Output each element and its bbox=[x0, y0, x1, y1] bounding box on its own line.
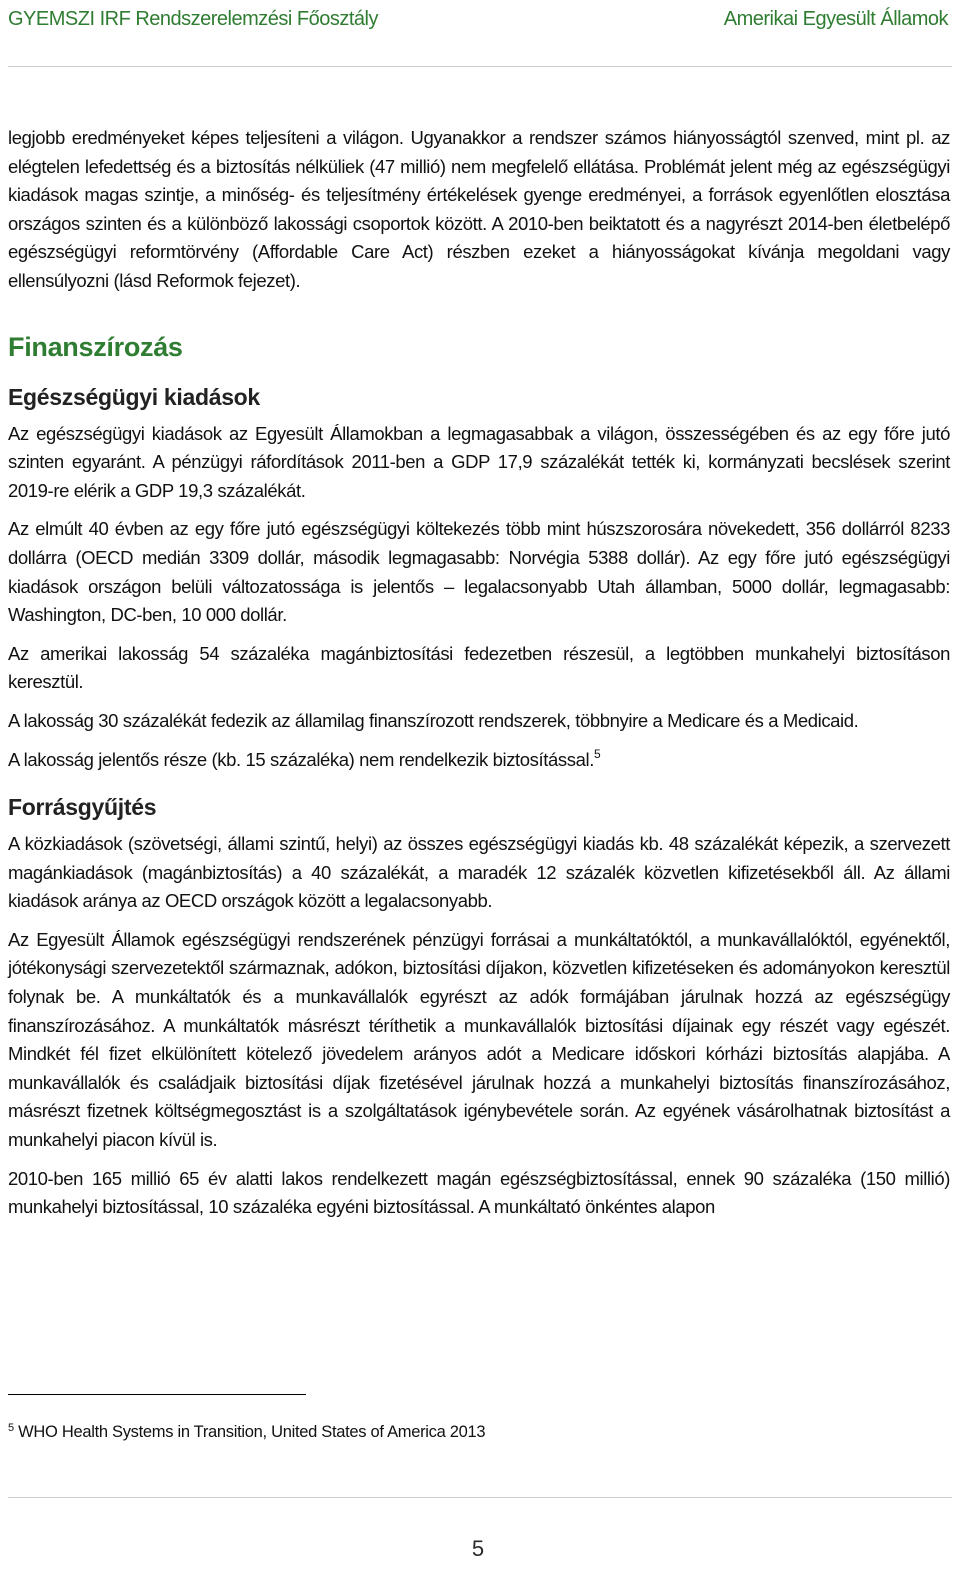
footnote bbox=[8, 1420, 485, 1444]
footnote-reference[interactable]: 5 bbox=[593, 746, 601, 761]
document-body bbox=[8, 124, 950, 1232]
subsection-title-resources: Forrásgyűjtés bbox=[8, 794, 157, 821]
uninsured-paragraph bbox=[8, 746, 950, 775]
footnote-divider bbox=[8, 1394, 306, 1395]
footer-divider bbox=[8, 1497, 952, 1498]
resources-paragraph: 2010-ben 165 millió 65 év alatti lakos rendelkezett magán egészségbiztosítással, ennek 90 százaléka (150 millió) munkahelyi biztosítással, 10 százaléka egyéni biztosítással. A munkáltató önkéntes alapon bbox=[8, 1167, 950, 1218]
spending-paragraph: A lakosság 30 százalékát fedezik az államilag finanszírozott rendszerek, többnyire a Medicare és a Medicaid. bbox=[8, 709, 859, 731]
header-department: GYEMSZI IRF Rendszerelemzési Főosztály bbox=[8, 7, 378, 30]
intro-paragraph: legjobb eredményeket képes teljesíteni a világon. Ugyanakkor a rendszer számos hiányosságtól szenved, mint pl. az elégtelen lefedettség és a biztosítás nélküliek (47 millió) nem megfelelő ellátása. Problémát jelent még az egészségügyi kiadások magas szintje, a minőség- és teljesítmény értékelések gyenge eredményei, a források egyenlőtlen elosztása országos szinten és a különböző lakossági csoportok között. A 2010-ben beiktatott és a nagyrészt 2014-ben életbelépő egészségügyi reformtörvény (Affordable Care Act) részben ezeket a hiányosságokat kívánja megoldani vagy ellensúlyozni (lásd Reformok fejezet). bbox=[8, 127, 950, 291]
footnote-text: WHO Health Systems in Transition, United States of America 2013 bbox=[18, 1423, 486, 1441]
spending-paragraph: Az elmúlt 40 évben az egy főre jutó egészségügyi költekezés több mint húszszorosára növekedett, 356 dollárról 8233 dollárra (OECD medián 3309 dollár, második legmagasabb: Norvégia 5388 dollár). Az egy főre jutó egészségügyi kiadások országon belüli változatossága is jelentős – legalacsonyabb Utah államban, 5000 dollár, legmagasabb: Washington, DC-ben, 10 000 dollár. bbox=[8, 518, 950, 626]
section-title-financing: Finanszírozás bbox=[8, 331, 183, 362]
page-number bbox=[0, 1536, 960, 1562]
header-country: Amerikai Egyesült Államok bbox=[723, 7, 948, 30]
uninsured-text: A lakosság jelentős része (kb. 15 százaléka) nem rendelkezik biztosítással. bbox=[8, 748, 594, 770]
subsection-title-spending: Egészségügyi kiadások bbox=[8, 383, 260, 410]
page-number-value: 5 bbox=[471, 1536, 485, 1561]
spending-paragraph: Az amerikai lakosság 54 százaléka magánbiztosítási fedezetben részesül, a legtöbben munkahelyi biztosításon keresztül. bbox=[8, 642, 950, 693]
resources-paragraph: Az Egyesült Államok egészségügyi rendszerének pénzügyi forrásai a munkáltatóktól, a munkavállalóktól, egyénektől, jótékonysági szervezetektől származnak, adókon, biztosítási díjakon, közvetlen kifizetéseken és adományokon keresztül folynak be. A munkáltatók és a munkavállalók egyrészt az adók formájában járulnak hozzá az egészségügy finanszírozásához. A munkáltatók másrészt téríthetik a munkavállalók biztosítási díjainak egy részét vagy egészét. Mindkét fél fizet elkülönített kötelező jövedelem arányos adót a Medicare időskori kórházi biztosítás alapjába. A munkavállalók és családjaik biztosítási díjak fizetésével járulnak hozzá a munkahelyi biztosítás finanszírozásához, másrészt fizetnek költségmegosztást is a szolgáltatások igénybevétele során. Az egyének vásárolhatnak biztosítást a munkahelyi piacon kívül is. bbox=[8, 928, 950, 1151]
resources-paragraph: A közkiadások (szövetségi, állami szintű, helyi) az összes egészségügyi kiadás kb. 48 százalékát képezik, a szervezett magánkiadások (magánbiztosítás) a 40 százalékát, a maradék 12 százalék közvetlen kifizetésekből áll. Az állami kiadások aránya az OECD országok között a legalacsonyabb. bbox=[8, 833, 950, 912]
spending-paragraph: Az egészségügyi kiadások az Egyesült Államokban a legmagasabbak a világon, összességében és az egy főre jutó szinten egyaránt. A pénzügyi ráfordítások 2011-ben a GDP 17,9 százalékát tették ki, kormányzati becslések szerint 2019-re elérik a GDP 19,3 százalékát. bbox=[8, 422, 950, 501]
page-header bbox=[8, 4, 948, 34]
footnote-number: 5 bbox=[8, 1422, 14, 1434]
header-divider bbox=[8, 66, 952, 67]
